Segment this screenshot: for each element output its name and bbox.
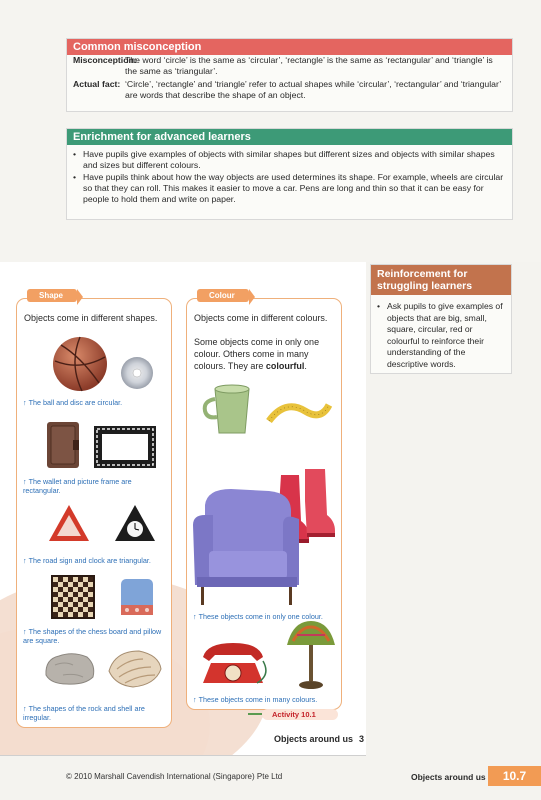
reinforcement-box: [370, 264, 512, 374]
chess-square: [73, 592, 78, 597]
road-sign-image: [47, 503, 91, 543]
inset-page-footer: [268, 734, 364, 744]
actual-fact-label: Actual fact:: [73, 79, 121, 89]
chess-square: [83, 597, 88, 602]
chess-square: [78, 602, 83, 607]
chess-square: [88, 607, 93, 612]
picture-frame-image: [93, 425, 157, 469]
chess-square: [73, 612, 78, 617]
triangle-clock-image: [113, 503, 157, 543]
chess-square: [73, 587, 78, 592]
chess-square: [68, 587, 73, 592]
chess-square: [83, 607, 88, 612]
chess-square: [63, 612, 68, 617]
chess-square: [58, 592, 63, 597]
caption-text: The shapes of the rock and shell are irregular.: [23, 704, 145, 722]
chess-square: [58, 607, 63, 612]
misconception-row: [67, 55, 512, 77]
wallet-image: [45, 420, 81, 470]
chess-square: [63, 582, 68, 587]
red-telephone-image: [197, 635, 269, 687]
caption-square: [23, 627, 163, 645]
chess-board-image: [51, 575, 95, 619]
body-bold-word: colourful: [265, 361, 305, 371]
chess-square: [78, 582, 83, 587]
chess-square: [68, 612, 73, 617]
enrichment-heading: Enrichment for advanced learners: [67, 129, 512, 145]
inset-page-number: 3: [359, 734, 365, 744]
caption-circular: [23, 398, 163, 407]
actual-fact-row: [67, 79, 512, 101]
chess-square: [88, 612, 93, 617]
colour-panel-body: [194, 336, 330, 372]
caption-irregular: [23, 704, 163, 722]
arrow-up-icon: ↑: [23, 398, 27, 407]
arrow-up-icon: ↑: [193, 695, 197, 704]
chess-square: [58, 587, 63, 592]
chess-square: [53, 592, 58, 597]
chess-square: [53, 582, 58, 587]
arrow-up-icon: ↑: [23, 477, 27, 486]
colour-panel: [186, 291, 342, 710]
chess-square: [53, 577, 58, 582]
chess-square: [63, 592, 68, 597]
chess-square: [58, 612, 63, 617]
chess-square: [58, 597, 63, 602]
tiffany-lamp-image: [283, 617, 339, 693]
misconception-box: [66, 38, 513, 112]
chess-square: [63, 597, 68, 602]
rock-image: [43, 649, 97, 687]
chess-square: [73, 577, 78, 582]
activity-label: Activity 10.1: [262, 709, 338, 720]
arrow-up-icon: ↑: [193, 612, 197, 621]
caption-text: The wallet and picture frame are rectangular.: [23, 477, 132, 495]
colour-panel-title: Objects come in different colours.: [194, 313, 328, 323]
caption-text: These objects come in many colours.: [198, 695, 318, 704]
colour-tag: Colour: [197, 289, 249, 302]
misconception-heading: Common misconception: [67, 39, 512, 55]
chess-square: [83, 582, 88, 587]
chess-square: [63, 602, 68, 607]
copyright-notice: © 2010 Marshall Cavendish International (Singapore) Pte Ltd: [66, 772, 283, 781]
chess-square: [53, 612, 58, 617]
shape-panel-title: Objects come in different shapes.: [24, 313, 158, 323]
chess-square: [78, 592, 83, 597]
armchair-image: [191, 485, 301, 609]
chess-square: [63, 587, 68, 592]
chess-square: [68, 592, 73, 597]
reinforcement-heading: Reinforcement for struggling learners: [371, 265, 511, 295]
reinforcement-item: • Ask pupils to give examples of objects that are big, small, square, circular, red or colourful to reinforce their understanding of the descriptive words.: [377, 301, 505, 370]
footer-title: Objects around us: [411, 772, 486, 782]
arrow-up-icon: ↑: [23, 556, 27, 565]
chess-square: [78, 577, 83, 582]
chess-square: [83, 592, 88, 597]
caption-text: The road sign and clock are triangular.: [28, 556, 151, 565]
chess-square: [73, 597, 78, 602]
misconception-text: The word ‘circle’ is the same as ‘circular’, ‘rectangle’ is the same as ‘rectangular’ and ‘triangle’ is the same as ‘triangular’.: [125, 55, 493, 76]
chess-square: [88, 597, 93, 602]
seashell-image: [105, 645, 165, 691]
arrow-up-icon: ↑: [23, 704, 27, 713]
pillow-image: [117, 575, 157, 619]
chess-square: [83, 602, 88, 607]
chess-square: [78, 607, 83, 612]
caption-triangular: [23, 556, 163, 565]
chess-square: [88, 602, 93, 607]
caption-text: The ball and disc are circular.: [28, 398, 123, 407]
tape-measure-image: [265, 391, 333, 435]
chess-square: [58, 577, 63, 582]
chess-square: [53, 602, 58, 607]
chess-square: [68, 577, 73, 582]
chess-square: [68, 597, 73, 602]
chess-square: [68, 602, 73, 607]
cd-disc-image: [119, 355, 155, 391]
textbook-page-inset: [0, 262, 366, 756]
chess-square: [53, 597, 58, 602]
chess-square: [88, 587, 93, 592]
chess-square: [88, 582, 93, 587]
chess-square: [88, 577, 93, 582]
chess-square: [68, 582, 73, 587]
enrichment-list: [67, 145, 512, 205]
reinforcement-list: [371, 295, 511, 370]
green-cup-image: [201, 383, 257, 439]
enrichment-item: • Have pupils give examples of objects with similar shapes but different sizes and objects with similar shapes and sizes but different colours.: [73, 149, 506, 171]
arrow-up-icon: ↑: [23, 627, 27, 636]
chess-square: [78, 597, 83, 602]
chess-square: [78, 612, 83, 617]
caption-text: These objects come in only one colour.: [198, 612, 323, 621]
misconception-label: Misconception:: [73, 55, 137, 65]
chess-square: [68, 607, 73, 612]
body-text: Some objects come in only one colour. Others come in many colours. They are: [194, 337, 320, 371]
chess-square: [58, 602, 63, 607]
chess-square: [88, 592, 93, 597]
inset-footer-title: Objects around us: [274, 734, 354, 744]
caption-text: The shapes of the chess board and pillow are square.: [23, 627, 162, 645]
enrichment-box: [66, 128, 513, 220]
chess-square: [63, 577, 68, 582]
page-number: 10.7: [488, 766, 541, 786]
chess-square: [83, 577, 88, 582]
chess-square: [73, 602, 78, 607]
shape-tag: Shape: [27, 289, 77, 302]
caption-rectangular: [23, 477, 163, 495]
chess-square: [53, 587, 58, 592]
body-text-end: .: [304, 361, 307, 371]
actual-fact-text: ‘Circle’, ‘rectangle’ and ‘triangle’ refer to actual shapes while ‘circular’, ‘rectangular’ and ‘triangular’ are words that describe the shape of an object.: [125, 79, 501, 100]
chess-square: [63, 607, 68, 612]
chess-square: [53, 607, 58, 612]
basketball-image: [51, 335, 109, 393]
shape-panel: [16, 291, 172, 728]
chess-square: [73, 582, 78, 587]
caption-many-colours: [193, 695, 333, 704]
chess-square: [73, 607, 78, 612]
chess-square: [78, 587, 83, 592]
chess-square: [58, 582, 63, 587]
chess-square: [83, 587, 88, 592]
enrichment-item: • Have pupils think about how the way objects are used determines its shape. For example, wheels are circular so that they can roll. This makes it easier to move a car. Pens are long and thin so that it can be easy for people to hold them and write on paper.: [73, 172, 506, 205]
chess-square: [83, 612, 88, 617]
